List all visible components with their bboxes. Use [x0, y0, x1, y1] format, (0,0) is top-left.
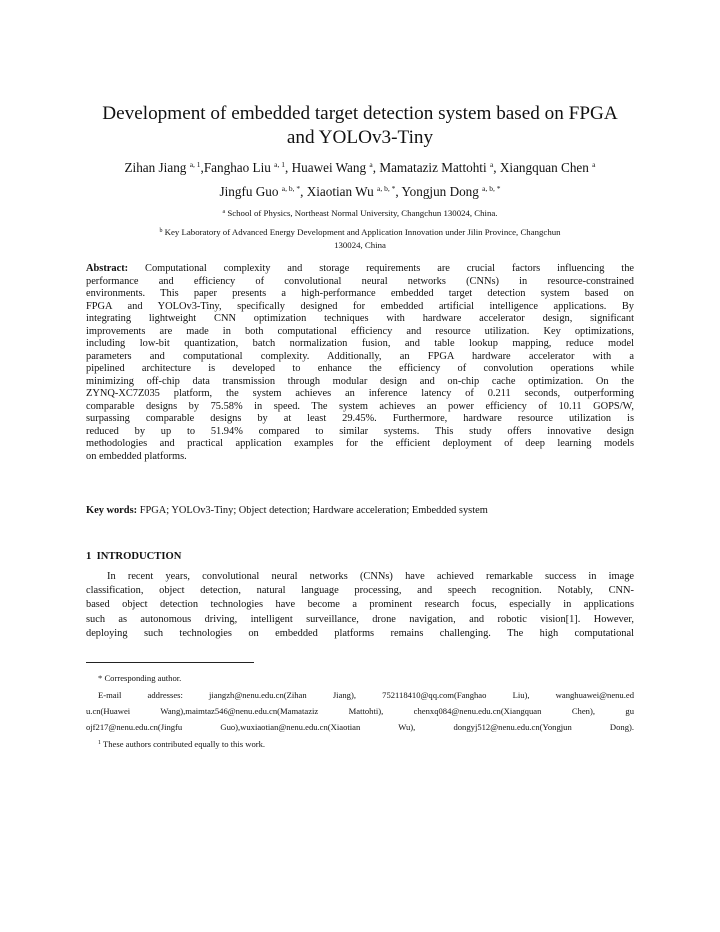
abstract-line: performance and efficiency of convolutional neural networks (CNNs) in resource-constrained — [86, 275, 634, 287]
section-heading: 1 INTRODUCTION — [86, 551, 182, 562]
affiliation-b-continued: 130024, China — [334, 240, 386, 250]
author-list — [60, 184, 660, 200]
abstract-line: ZYNQ-XC7Z035 platform, the system achieves an inference latency of 0.211 seconds, outperforming — [86, 388, 634, 399]
footnote-email-line: E-mail addresses: jiangzh@nenu.edu.cn(Zihan Jiang), 752118410@qq.com(Fanghao Liu), wanghuawei@nenu.ed — [98, 690, 634, 700]
footnote-divider — [86, 662, 254, 663]
title-line: and YOLOv3-Tiny — [286, 127, 434, 148]
footnote-email-line: u.cn(Huawei Wang),maimtaz546@nenu.edu.cn(Mamataziz Mattohti), chenxq084@nenu.edu.cn(Xiangquan Chen), gu — [86, 706, 634, 716]
author-list — [60, 160, 660, 176]
affiliation-b: $^b$ Key Laboratory of Advanced Energy Development and Application Innovation under Jilin Province, Changchun — [159, 227, 561, 237]
abstract-line: integrating lightweight CNN optimization techniques with hardware accelerator design, significant — [86, 313, 634, 324]
footnote-email-line: ojf217@nenu.edu.cn(Jingfu Guo),wuxiaotian@nenu.edu.cn(Xiaotian Wu), dongyj512@nenu.edu.cn(Yongjun Dong). — [86, 722, 634, 732]
abstract-line: minimizing off-chip data transmission through modular design and on-chip cache optimization. On the — [86, 375, 634, 387]
body-line: In recent years, convolutional neural networks (CNNs) have achieved remarkable success in image — [107, 571, 634, 582]
author: Jingfu Guo $^{a, b, *}$, — [219, 184, 307, 199]
footnote-corresponding: * Corresponding author. — [98, 673, 182, 683]
footnote-equal-contribution: $^1$ These authors contributed equally to this work. — [98, 739, 266, 749]
abstract-line: reduced by up to 51.94% compared to similar systems. This study offers innovative design — [86, 425, 634, 437]
keywords: Key words: FPGA; YOLOv3-Tiny; Object detection; Hardware acceleration; Embedded system — [86, 505, 488, 516]
author: Mamataziz Mattohti $^a$, — [379, 160, 500, 175]
body-line: deploying such technologies on embedded platforms remains challenging. The high computational — [86, 627, 634, 639]
body-line: classification, object detection, natural language processing, and speech recognition. Notably, CNN- — [86, 585, 634, 597]
abstract-line: including low-bit quantization, batch normalization fusion, and table lookup mapping, reduce model — [86, 338, 634, 349]
paper-title — [60, 102, 660, 150]
introduction-body — [86, 570, 634, 641]
author: Yongjun Dong $^{a, b, *}$ — [401, 184, 501, 199]
abstract-line: surpassing comparable designs by at least 29.45%. Furthermore, hardware resource utilization is — [86, 413, 634, 424]
abstract-line: parameters and computational complexity. Additionally, an FPGA hardware accelerator with a — [86, 350, 634, 362]
abstract-line: methodologies and practical application examples for the efficient deployment of deep learning models — [86, 438, 634, 449]
title-line: Development of embedded target detection system based on FPGA — [102, 103, 618, 124]
author: Xiangquan Chen $^a$ — [499, 160, 596, 175]
abstract-line: comparable designs by 75.58% in speed. The system achieves an power efficiency of 10.11 GOPS/W, — [86, 400, 634, 412]
abstract-line: improvements are made in both computational efficiency and resource utilization. Key optimizations, — [86, 325, 634, 337]
abstract: Abstract: Computational complexity and storage requirements are crucial factors influencing the performance and efficiency of convolutional neural networks (CNNs) in resource-constrained environments. This paper presents a high-performance embedded target detection system based on FPGA and YOLOv3-Tiny, specifically designed for embedded artificial intelligence applications. By integrating lightweight CNN optimization techniques with hardware accelerator design, significant improvements are made in both computational efficiency and resource utilization. Key optimizations, including low-bit quantization, batch normalization fusion, and table lookup mapping, reduce model parameters and computational complexity. Additionally, an FPGA hardware accelerator with a pipelined architecture is developed to enhance the efficiency of convolution operations while minimizing off-chip data transmission through modular design and on-chip cache optimization. On the ZYNQ-XC7Z035 platform, the system achieves an inference latency of 0.211 seconds, outperforming comparable designs by 75.58% in speed. The system achieves an power efficiency of 10.11 GOPS/W, surpassing comparable designs by at least 29.45%. Furthermore, hardware resource utilization is reduced by up to 51.94% compared to similar systems. This study offers innovative design methodologies and practical application examples for the efficient deployment of deep learning models on embedded platforms. — [86, 263, 634, 462]
keywords-label: Key words: — [86, 505, 138, 516]
body-line: such as autonomous driving, intelligent surveillance, drone navigation, and robotic vision[1]. However, — [86, 613, 634, 625]
affiliation-a: $^a$ School of Physics, Northeast Normal University, Changchun 130024, China. — [222, 208, 498, 218]
abstract-line: on embedded platforms. — [86, 450, 187, 462]
abstract-line: FPGA and YOLOv3-Tiny, specifically designed for embedded artificial intelligence applications. By — [86, 300, 634, 312]
author: Huawei Wang $^a$, — [291, 160, 380, 175]
abstract-line: pipelined architecture is developed to enhance the efficiency of convolution operations while — [86, 363, 634, 374]
abstract-line: environments. This paper presents a high-performance embedded target detection system based on — [86, 288, 634, 299]
author: Zihan Jiang $^{a, 1}$, — [124, 160, 204, 175]
body-line: based object detection technologies have become a prominent research focus, especially in applications — [86, 599, 634, 611]
abstract-label: Abstract: — [86, 263, 129, 274]
author: Xiaotian Wu $^{a, b, *}$, — [306, 184, 402, 199]
author: Fanghao Liu $^{a, 1}$, — [203, 160, 292, 175]
